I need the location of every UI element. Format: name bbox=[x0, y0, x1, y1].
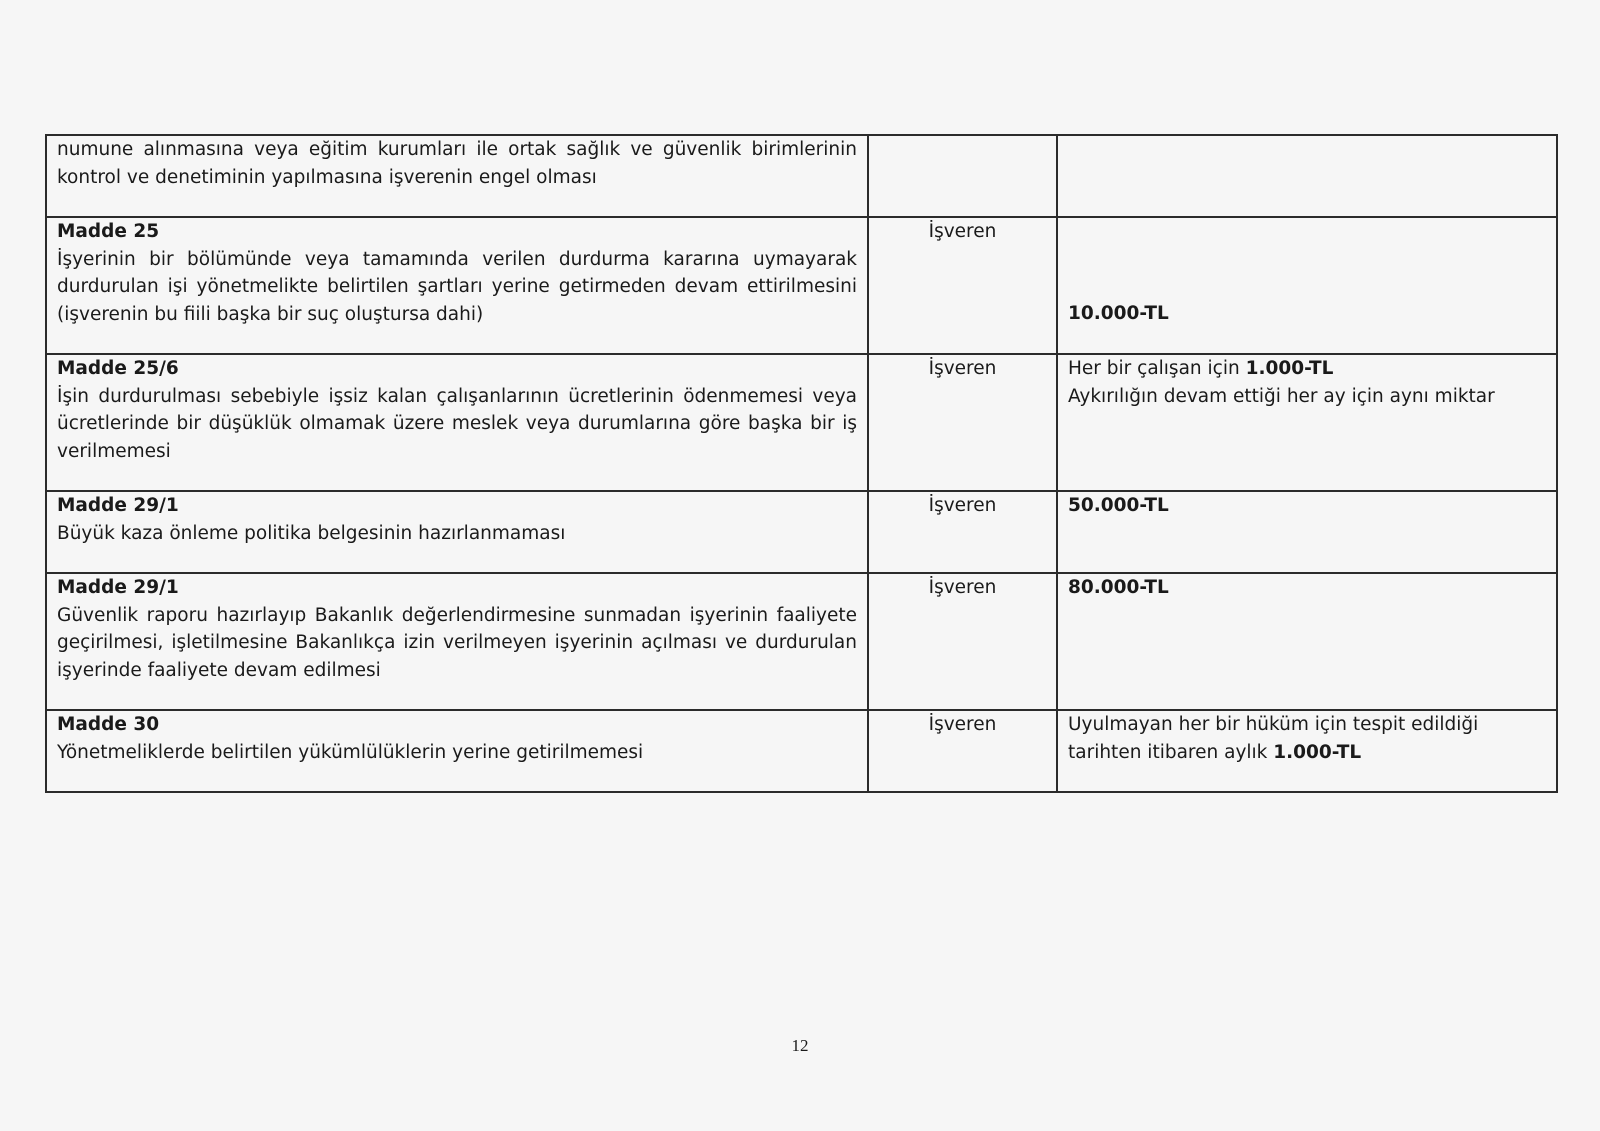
violation-description: Büyük kaza önleme politika belgesinin hazırlanmaması bbox=[57, 522, 566, 544]
fine-amount: 1.000-TL bbox=[1273, 741, 1362, 763]
responsible-cell bbox=[868, 573, 1057, 710]
violation-description: numune alınmasına veya eğitim kurumları ile ortak sağlık ve güvenlik birimlerinin kontrol ve denetiminin yapılmasına işverenin engel olması bbox=[57, 139, 857, 188]
article-number: Madde 29/1 bbox=[57, 577, 179, 598]
amount-cell bbox=[1057, 710, 1557, 792]
table-row bbox=[46, 135, 1557, 217]
description-cell bbox=[46, 710, 868, 792]
amount-cell bbox=[1057, 354, 1557, 491]
responsible-party: İşveren bbox=[928, 221, 997, 242]
description-cell bbox=[46, 217, 868, 354]
fine-amount: 1.000-TL bbox=[1245, 358, 1334, 379]
table-row bbox=[46, 710, 1557, 792]
article-number: Madde 29/1 bbox=[57, 495, 179, 516]
responsible-cell bbox=[868, 217, 1057, 354]
amount-line bbox=[1068, 355, 1546, 383]
table-row bbox=[46, 217, 1557, 354]
page-number: 12 bbox=[791, 1036, 809, 1055]
violation-description: Güvenlik raporu hazırlayıp Bakanlık değerlendirmesine sunmadan işyerinin faaliyete geçirilmesi, işletilmesine Bakanlıkça izin verilmeyen işyerinin açılması ve durdurulan işyerinde faaliyete devam edilmesi bbox=[57, 604, 857, 681]
fine-text: Uyulmayan her bir hüküm için tespit edildiği tarihten itibaren aylık bbox=[1068, 714, 1479, 763]
amount-cell bbox=[1057, 135, 1557, 217]
description-cell bbox=[46, 573, 868, 710]
penalty-table bbox=[45, 134, 1558, 793]
description-cell bbox=[46, 135, 868, 217]
table-row bbox=[46, 354, 1557, 491]
violation-description: Yönetmeliklerde belirtilen yükümlülüklerin yerine getirilmemesi bbox=[57, 741, 644, 763]
description-cell bbox=[46, 491, 868, 573]
responsible-cell bbox=[868, 491, 1057, 573]
fine-amount: 10.000-TL bbox=[1068, 303, 1169, 324]
responsible-party: İşveren bbox=[928, 714, 997, 735]
responsible-cell bbox=[868, 710, 1057, 792]
table-row bbox=[46, 573, 1557, 710]
fine-note: Aykırılığın devam ettiği her ay için aynı miktar bbox=[1068, 385, 1495, 407]
article-number: Madde 25 bbox=[57, 221, 160, 242]
responsible-party: İşveren bbox=[928, 358, 997, 379]
responsible-party: İşveren bbox=[928, 495, 997, 516]
fine-amount: 50.000-TL bbox=[1068, 495, 1169, 516]
article-number: Madde 25/6 bbox=[57, 358, 179, 379]
amount-cell bbox=[1057, 573, 1557, 710]
amount-cell bbox=[1057, 217, 1557, 354]
violation-description: İşin durdurulması sebebiyle işsiz kalan çalışanlarının ücretlerinin ödenmemesi veya ücretlerinde bir düşüklük olmamak üzere meslek veya durumlarına göre başka bir iş verilmemesi bbox=[57, 385, 857, 462]
fine-amount: 80.000-TL bbox=[1068, 577, 1169, 598]
fine-text: Her bir çalışan için bbox=[1068, 358, 1246, 379]
amount-cell bbox=[1057, 491, 1557, 573]
responsible-cell bbox=[868, 135, 1057, 217]
description-cell bbox=[46, 354, 868, 491]
article-number: Madde 30 bbox=[57, 714, 160, 735]
violation-description: İşyerinin bir bölümünde veya tamamında verilen durdurma kararına uymayarak durdurulan işi yönetmelikte belirtilen şartları yerine getirmeden devam ettirilmesini (işverenin bu fiili başka bir suç oluştursa dahi) bbox=[57, 248, 857, 325]
responsible-party: İşveren bbox=[928, 577, 997, 598]
table-row bbox=[46, 491, 1557, 573]
responsible-cell bbox=[868, 354, 1057, 491]
